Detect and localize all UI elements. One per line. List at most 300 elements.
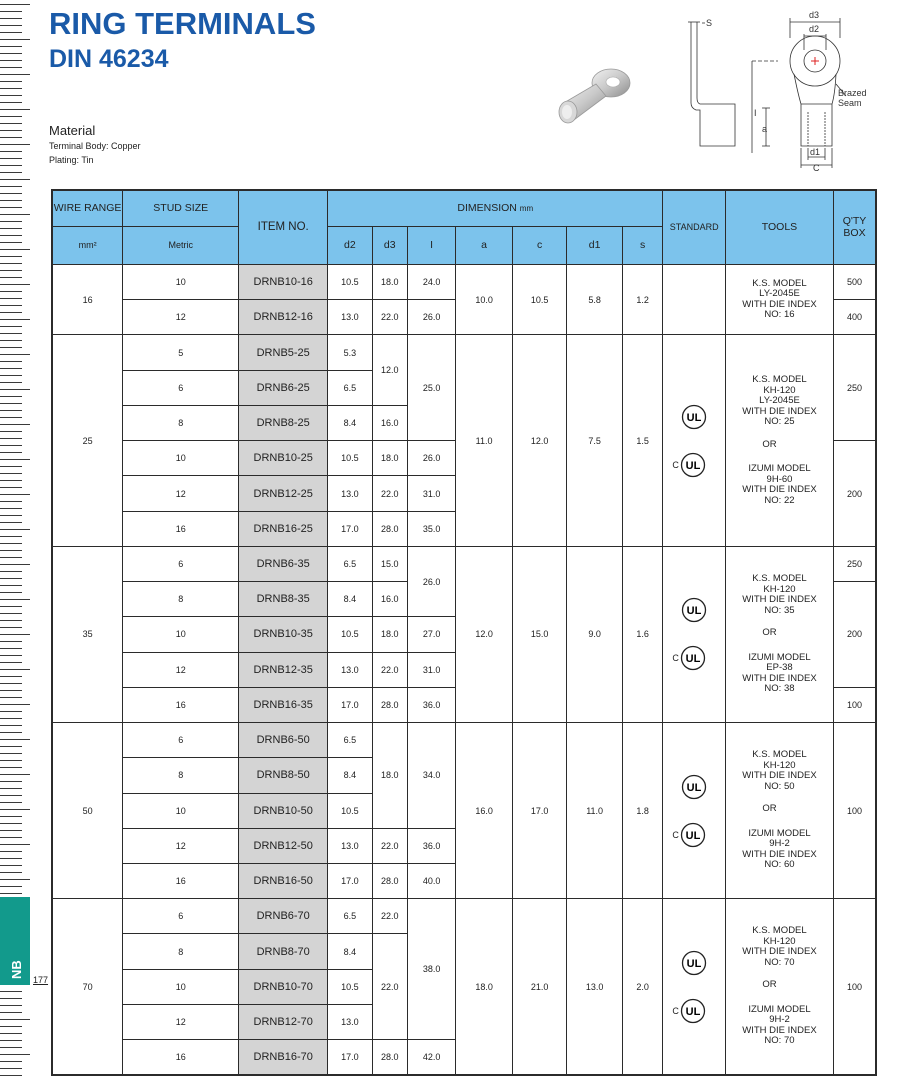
l-cell: 27.0 [407,617,455,652]
svg-text:UL: UL [685,653,701,666]
ruler-tick [0,879,30,880]
ruler-tick [0,1019,30,1020]
d2-cell: 10.5 [328,969,372,1004]
ruler-tick [0,557,22,558]
ruler-tick [0,326,22,327]
brazed-label: Brazed [838,88,867,98]
ruler-tick [0,592,22,593]
stud-cell: 6 [123,723,239,758]
ruler-tick [0,865,22,866]
qty-cell: 250 [834,546,877,581]
ruler-tick [0,753,22,754]
c-cell: 21.0 [512,899,567,1075]
ruler-tick [0,207,22,208]
page-number: 177 [33,975,49,985]
d3-cell: 22.0 [372,300,407,335]
stud-cell: 12 [123,300,239,335]
d2-cell: 6.5 [328,546,372,581]
stud-cell: 16 [123,511,239,546]
d1-cell: 11.0 [567,723,623,899]
ruler-tick [0,823,22,824]
ul-icon [681,404,707,430]
c-cell: 17.0 [512,723,567,899]
ruler-tick [0,1012,22,1013]
ruler-tick [0,473,22,474]
ruler-tick [0,690,22,691]
table-row [52,546,876,581]
a-cell: 11.0 [456,335,513,546]
header-stud-size: STUD SIZE [123,190,239,226]
stud-cell: 5 [123,335,239,370]
ruler-tick [0,536,22,537]
d3-cell: 15.0 [372,546,407,581]
ruler-tick [0,270,22,271]
ruler-tick [0,1005,22,1006]
ruler-tick [0,1061,22,1062]
ruler-tick [0,102,22,103]
svg-text:UL: UL [686,411,702,424]
ruler-tick [0,627,22,628]
ruler-tick [0,431,22,432]
header-dim-s: s [622,226,662,264]
ruler-tick [0,599,30,600]
d2-cell: 13.0 [328,300,372,335]
item-no-cell: DRNB12-70 [239,1004,328,1039]
l-cell: 34.0 [407,723,455,829]
ruler-tick [0,648,22,649]
svg-text:UL: UL [686,605,702,618]
ruler-tick [0,620,22,621]
svg-text:UL: UL [685,459,701,472]
d2-cell: 6.5 [328,723,372,758]
ruler-tick [0,697,22,698]
terminal-dimension-drawing [660,8,885,173]
d2-cell: 10.5 [328,264,372,299]
d2-cell: 6.5 [328,899,372,934]
standard-cell [663,335,726,546]
wire-range-cell: 35 [52,546,123,722]
ruler-tick [0,816,22,817]
stud-cell: 12 [123,476,239,511]
d2-cell: 8.4 [328,405,372,440]
header-tools: TOOLS [725,190,833,264]
d2-cell: 13.0 [328,476,372,511]
c-mark: C [672,653,679,664]
d3-cell: 22.0 [372,899,407,934]
ruler-tick [0,459,30,460]
material-body: Terminal Body: Copper [49,141,141,151]
a-cell: 16.0 [456,723,513,899]
ruler-tick [0,585,22,586]
ruler-tick [0,396,22,397]
ruler-tick [0,1026,22,1027]
ruler-tick [0,144,30,145]
material-plating: Plating: Tin [49,155,94,165]
l-cell: 36.0 [407,828,455,863]
header-standard: STANDARD [663,190,726,264]
d1-cell: 9.0 [567,546,623,722]
ruler-tick [0,774,30,775]
ruler-tick [0,571,22,572]
d3-cell: 18.0 [372,723,407,829]
ruler-tick [0,242,22,243]
header-dim-l: I [407,226,455,264]
ruler-tick [0,46,22,47]
dim-label-d1: d1 [810,147,821,157]
d3-cell: 28.0 [372,1040,407,1075]
section-tab [0,897,30,985]
d3-cell: 16.0 [372,582,407,617]
header-dim-d2: d2 [328,226,372,264]
svg-text:UL: UL [685,829,701,842]
ruler-tick [0,18,22,19]
l-cell: 38.0 [407,899,455,1040]
stud-cell: 8 [123,758,239,793]
stud-cell: 10 [123,264,239,299]
item-no-cell: DRNB10-70 [239,969,328,1004]
ruler-tick [0,613,22,614]
ruler-tick [0,886,22,887]
qty-cell: 400 [834,300,877,335]
table-row [52,264,876,299]
ruler-tick [0,1047,22,1048]
standard-cell [663,546,726,722]
ruler-tick [0,277,22,278]
ruler-tick [0,347,22,348]
ruler-tick [0,389,30,390]
ruler-tick [0,1040,22,1041]
ruler-tick [0,718,22,719]
ruler-tick [0,60,22,61]
l-cell: 24.0 [407,264,455,299]
s-cell: 1.8 [622,723,662,899]
l-cell: 31.0 [407,652,455,687]
ruler-tick [0,578,22,579]
ruler-tick [0,305,22,306]
d2-cell: 13.0 [328,828,372,863]
ruler-tick [0,795,22,796]
ul-icon [681,597,707,623]
s-cell: 2.0 [622,899,662,1075]
item-no-cell: DRNB8-35 [239,582,328,617]
d1-cell: 5.8 [567,264,623,334]
stud-cell: 16 [123,687,239,722]
cul-icon [680,822,706,848]
ruler-tick [0,130,22,131]
a-cell: 18.0 [456,899,513,1075]
c-mark: C [672,1005,679,1016]
d3-cell: 22.0 [372,934,407,1040]
ruler-tick [0,424,30,425]
l-cell: 42.0 [407,1040,455,1075]
stud-cell: 12 [123,652,239,687]
d3-cell: 22.0 [372,652,407,687]
ruler-tick [0,844,30,845]
wire-range-cell: 16 [52,264,123,334]
ruler-tick [0,340,22,341]
ruler-tick [0,32,22,33]
ruler-tick [0,438,22,439]
stud-cell: 12 [123,828,239,863]
item-no-cell: DRNB6-25 [239,370,328,405]
d2-cell: 10.5 [328,441,372,476]
l-cell: 31.0 [407,476,455,511]
item-no-cell: DRNB12-16 [239,300,328,335]
svg-text:UL: UL [686,781,702,794]
ul-icon [681,774,707,800]
d3-cell: 28.0 [372,511,407,546]
table-row [52,899,876,934]
d2-cell: 10.5 [328,617,372,652]
cul-icon [680,998,706,1024]
ruler-tick [0,704,30,705]
ruler-tick [0,298,22,299]
d2-cell: 17.0 [328,1040,372,1075]
ruler-tick [0,368,22,369]
ruler-tick [0,1068,22,1069]
item-no-cell: DRNB10-50 [239,793,328,828]
header-stud-unit: Metric [123,226,239,264]
header-wire-range: WIRE RANGE [52,190,123,226]
ruler-tick [0,676,22,677]
ruler-tick [0,179,30,180]
item-no-cell: DRNB6-70 [239,899,328,934]
ruler-tick [0,123,22,124]
ruler-tick [0,333,22,334]
ruler-tick [0,893,22,894]
ruler-tick [0,151,22,152]
ruler-tick [0,480,22,481]
l-cell: 35.0 [407,511,455,546]
ruler-tick [0,25,22,26]
item-no-cell: DRNB5-25 [239,335,328,370]
tools-cell: K.S. MODEL KH-120 WITH DIE INDEX NO: 70 OR IZUMI MODEL 9H-2 WITH DIE INDEX NO: 70 [725,899,833,1075]
qty-cell: 250 [834,335,877,441]
ruler-tick [0,550,22,551]
dim-label-c: C [813,163,820,173]
cul-icon [680,645,706,671]
ruler-tick [0,375,22,376]
tools-cell: K.S. MODEL KH-120 WITH DIE INDEX NO: 35 OR IZUMI MODEL EP-38 WITH DIE INDEX NO: 38 [725,546,833,722]
qty-cell: 200 [834,582,877,688]
header-dim-c: c [512,226,567,264]
d2-cell: 17.0 [328,687,372,722]
ruler-tick [0,809,30,810]
header-dim-a: a [456,226,513,264]
item-no-cell: DRNB8-25 [239,405,328,440]
ruler-tick [0,74,30,75]
stud-cell: 8 [123,405,239,440]
l-cell: 25.0 [407,335,455,441]
wire-range-cell: 50 [52,723,123,899]
ruler-tick [0,508,22,509]
item-no-cell: DRNB10-35 [239,617,328,652]
ruler-tick [0,872,22,873]
dim-label-d2: d2 [809,24,820,34]
ruler-tick [0,291,22,292]
stud-cell: 6 [123,370,239,405]
ruler-tick [0,1033,22,1034]
wire-range-cell: 25 [52,335,123,546]
s-cell: 1.6 [622,546,662,722]
ruler-tick [0,410,22,411]
ruler-tick [0,606,22,607]
d3-cell: 18.0 [372,617,407,652]
ruler-tick [0,354,30,355]
d2-cell: 10.5 [328,793,372,828]
item-no-cell: DRNB16-50 [239,863,328,898]
d2-cell: 17.0 [328,863,372,898]
ruler-tick [0,760,22,761]
dim-label-d3: d3 [809,10,820,20]
table-row [52,723,876,758]
ruler-tick [0,452,22,453]
d2-cell: 13.0 [328,1004,372,1039]
ruler-tick [0,186,22,187]
l-cell: 26.0 [407,300,455,335]
ruler-tick [0,284,30,285]
stud-cell: 6 [123,546,239,581]
ruler-tick [0,403,22,404]
dim-label-s: S [706,18,713,28]
item-no-cell: DRNB10-25 [239,441,328,476]
ruler-tick [0,228,22,229]
header-dim-d1: d1 [567,226,623,264]
ruler-tick [0,11,22,12]
d1-cell: 7.5 [567,335,623,546]
ruler-tick [0,88,22,89]
d3-cell: 22.0 [372,828,407,863]
ruler-tick [0,669,30,670]
ruler-tick [0,634,30,635]
s-cell: 1.2 [622,264,662,334]
page-title: RING TERMINALS [49,6,316,41]
header-dimension: DIMENSION mm [328,190,663,226]
d3-cell: 28.0 [372,687,407,722]
item-no-cell: DRNB12-35 [239,652,328,687]
item-no-cell: DRNB16-70 [239,1040,328,1075]
ruler-tick [0,851,22,852]
ruler-tick [0,732,22,733]
ruler-tick [0,256,22,257]
ruler-tick [0,529,30,530]
ruler-tick [0,116,22,117]
stud-cell: 16 [123,1040,239,1075]
dim-label-l: I [754,108,757,118]
item-no-cell: DRNB6-35 [239,546,328,581]
ring-terminal-photo [548,62,638,132]
standard-cell [663,264,726,334]
ruler-tick [0,193,22,194]
item-no-cell: DRNB16-25 [239,511,328,546]
ruler-tick [0,543,22,544]
l-cell: 40.0 [407,863,455,898]
qty-cell: 200 [834,441,877,547]
header-item-no: ITEM NO. [239,190,328,264]
d2-cell: 8.4 [328,582,372,617]
dim-label-a: a [762,124,768,134]
ruler-tick [0,200,22,201]
ruler-tick [0,312,22,313]
d2-cell: 6.5 [328,370,372,405]
d2-cell: 8.4 [328,934,372,969]
ruler-tick [0,662,22,663]
d1-cell: 13.0 [567,899,623,1075]
stud-cell: 10 [123,969,239,1004]
ruler-tick [0,781,22,782]
ruler-tick [0,655,22,656]
wire-range-cell: 70 [52,899,123,1075]
d2-cell: 17.0 [328,511,372,546]
ruler-tick [0,830,22,831]
ruler-tick [0,158,22,159]
ruler-tick [0,487,22,488]
ruler-tick [0,172,22,173]
cul-icon [680,452,706,478]
ruler-tick [0,739,30,740]
ruler-tick [0,221,22,222]
ruler-tick [0,417,22,418]
ul-icon [681,950,707,976]
ruler-tick [0,382,22,383]
ruler-tick [0,263,22,264]
ruler-tick [0,564,30,565]
ruler-tick [0,235,22,236]
stud-cell: 10 [123,617,239,652]
ruler-tick [0,858,22,859]
qty-cell: 100 [834,723,877,899]
stud-cell: 16 [123,863,239,898]
ruler-tick [0,165,22,166]
ruler-tick [0,725,22,726]
c-cell: 15.0 [512,546,567,722]
item-no-cell: DRNB12-25 [239,476,328,511]
section-tab-label: NB [9,960,24,979]
svg-text:UL: UL [685,1005,701,1018]
standard-cell [663,723,726,899]
d3-cell: 18.0 [372,264,407,299]
ruler-tick [0,445,22,446]
header-wire-unit: mm² [52,226,123,264]
item-no-cell: DRNB8-70 [239,934,328,969]
ruler-tick [0,39,30,40]
stud-cell: 10 [123,793,239,828]
ruler-tick [0,767,22,768]
ruler-tick [0,802,22,803]
l-cell: 26.0 [407,441,455,476]
d3-cell: 22.0 [372,476,407,511]
stud-cell: 12 [123,1004,239,1039]
c-mark: C [672,829,679,840]
ruler-tick [0,81,22,82]
ruler-tick [0,515,22,516]
stud-cell: 10 [123,441,239,476]
stud-cell: 8 [123,934,239,969]
qty-cell: 500 [834,264,877,299]
qty-cell: 100 [834,899,877,1075]
table-row [52,335,876,370]
seam-label: Seam [838,98,862,108]
c-mark: C [672,459,679,470]
d2-cell: 8.4 [328,758,372,793]
item-no-cell: DRNB10-16 [239,264,328,299]
ruler-tick [0,501,22,502]
header-dim-d3: d3 [372,226,407,264]
ruler-tick [0,998,22,999]
item-no-cell: DRNB12-50 [239,828,328,863]
ring-terminal-spec-table [51,189,877,1076]
s-cell: 1.5 [622,335,662,546]
